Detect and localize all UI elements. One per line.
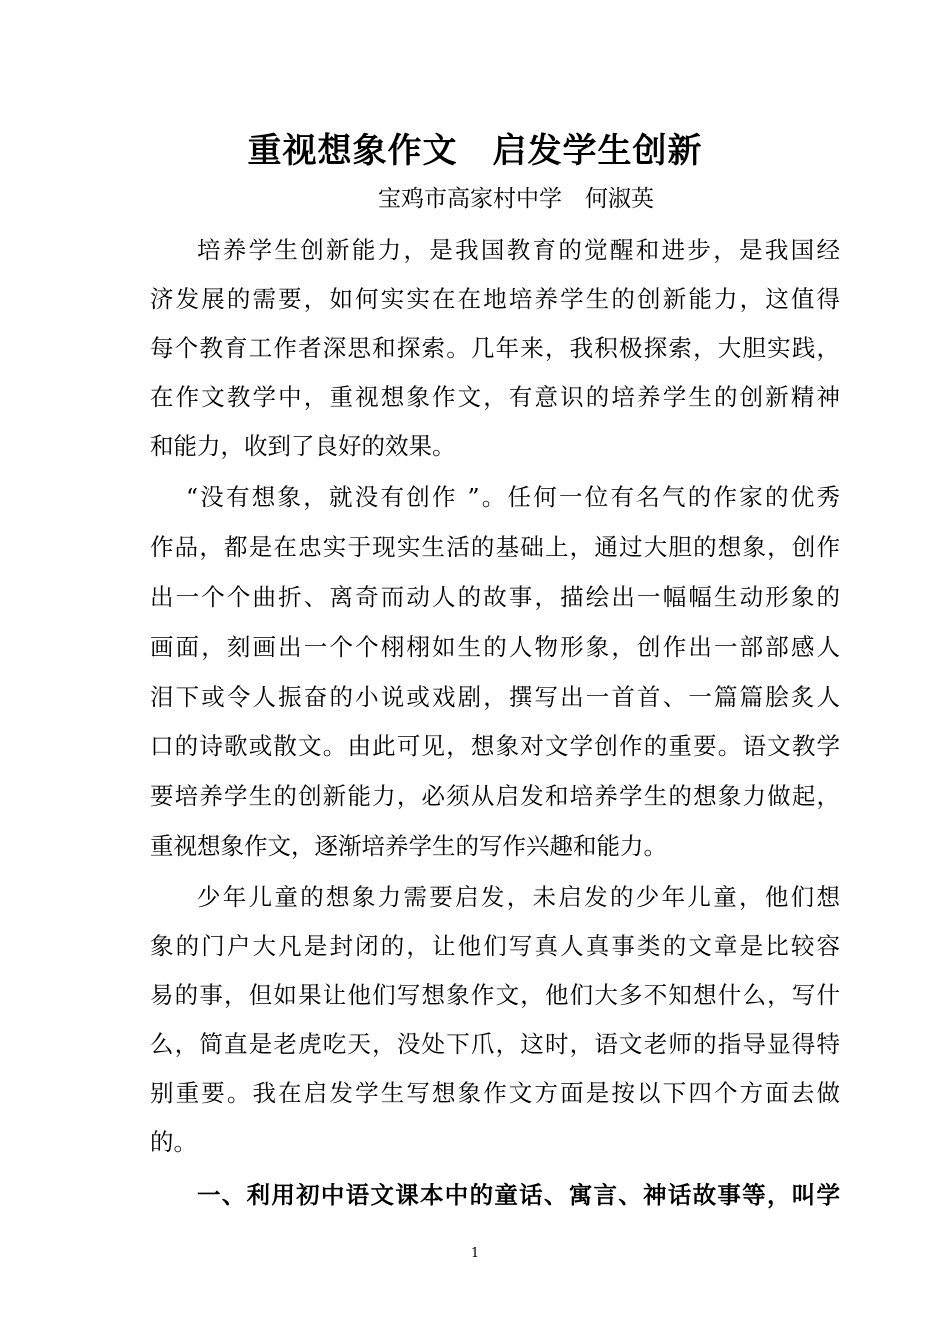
paragraph-3-line-3: 易的事，但如果让他们写想象作文，他们大多不知想什么，写什 — [150, 981, 840, 1009]
paragraph-2-line-6: 口的诗歌或散文。由此可见，想象对文学创作的重要。语文教学 — [150, 732, 840, 760]
paragraph-3-line-4: 么，简直是老虎吃天，没处下爪，这时，语文老师的指导显得特 — [150, 1030, 840, 1058]
paragraph-2-line-8: 重视想象作文，逐渐培养学生的写作兴趣和能力。 — [150, 832, 667, 860]
author-line: 宝鸡市高家村中学 何淑英 — [378, 186, 654, 212]
paragraph-1-line-1: 培养学生创新能力，是我国教育的觉醒和进步，是我国经 — [197, 236, 840, 264]
paragraph-3-line-5: 别重要。我在启发学生写想象作文方面是按以下四个方面去做 — [150, 1079, 840, 1107]
paragraph-2-line-7: 要培养学生的创新能力，必须从启发和培养学生的想象力做起， — [150, 782, 840, 810]
paragraph-2-line-1: “没有想象，就没有创作 ”。任何一位有名气的作家的优秀 — [186, 483, 840, 511]
paragraph-1-line-3: 每个教育工作者深思和探索。几年来，我积极探索，大胆实践， — [150, 334, 840, 362]
paragraph-2-line-2: 作品，都是在忠实于现实生活的基础上，通过大胆的想象，创作 — [150, 533, 840, 561]
document-title: 重视想象作文 启发学生创新 — [247, 131, 703, 171]
section-heading-1: 一、利用初中语文课本中的童话、寓言、神话故事等，叫学 — [197, 1181, 840, 1209]
paragraph-2-line-3: 出一个个曲折、离奇而动人的故事，描绘出一幅幅生动形象的 — [150, 583, 840, 611]
paragraph-2-line-4: 画面，刻画出一个个栩栩如生的人物形象，创作出一部部感人 — [150, 633, 840, 661]
paragraph-1-line-5: 和能力，收到了良好的效果。 — [150, 432, 456, 460]
paragraph-1-line-2: 济发展的需要，如何实实在在地培养学生的创新能力，这值得 — [150, 285, 840, 313]
paragraph-3-line-2: 象的门户大凡是封闭的，让他们写真人真事类的文章是比较容 — [150, 932, 840, 960]
paragraph-1-line-4: 在作文教学中，重视想象作文，有意识的培养学生的创新精神 — [150, 383, 840, 411]
paragraph-2-line-5: 泪下或令人振奋的小说或戏剧，撰写出一首首、一篇篇脍炙人 — [150, 683, 840, 711]
paragraph-3-line-6: 的。 — [150, 1128, 197, 1156]
paragraph-3-line-1: 少年儿童的想象力需要启发，未启发的少年儿童，他们想 — [197, 883, 840, 911]
page-number: 1 — [470, 1246, 480, 1261]
